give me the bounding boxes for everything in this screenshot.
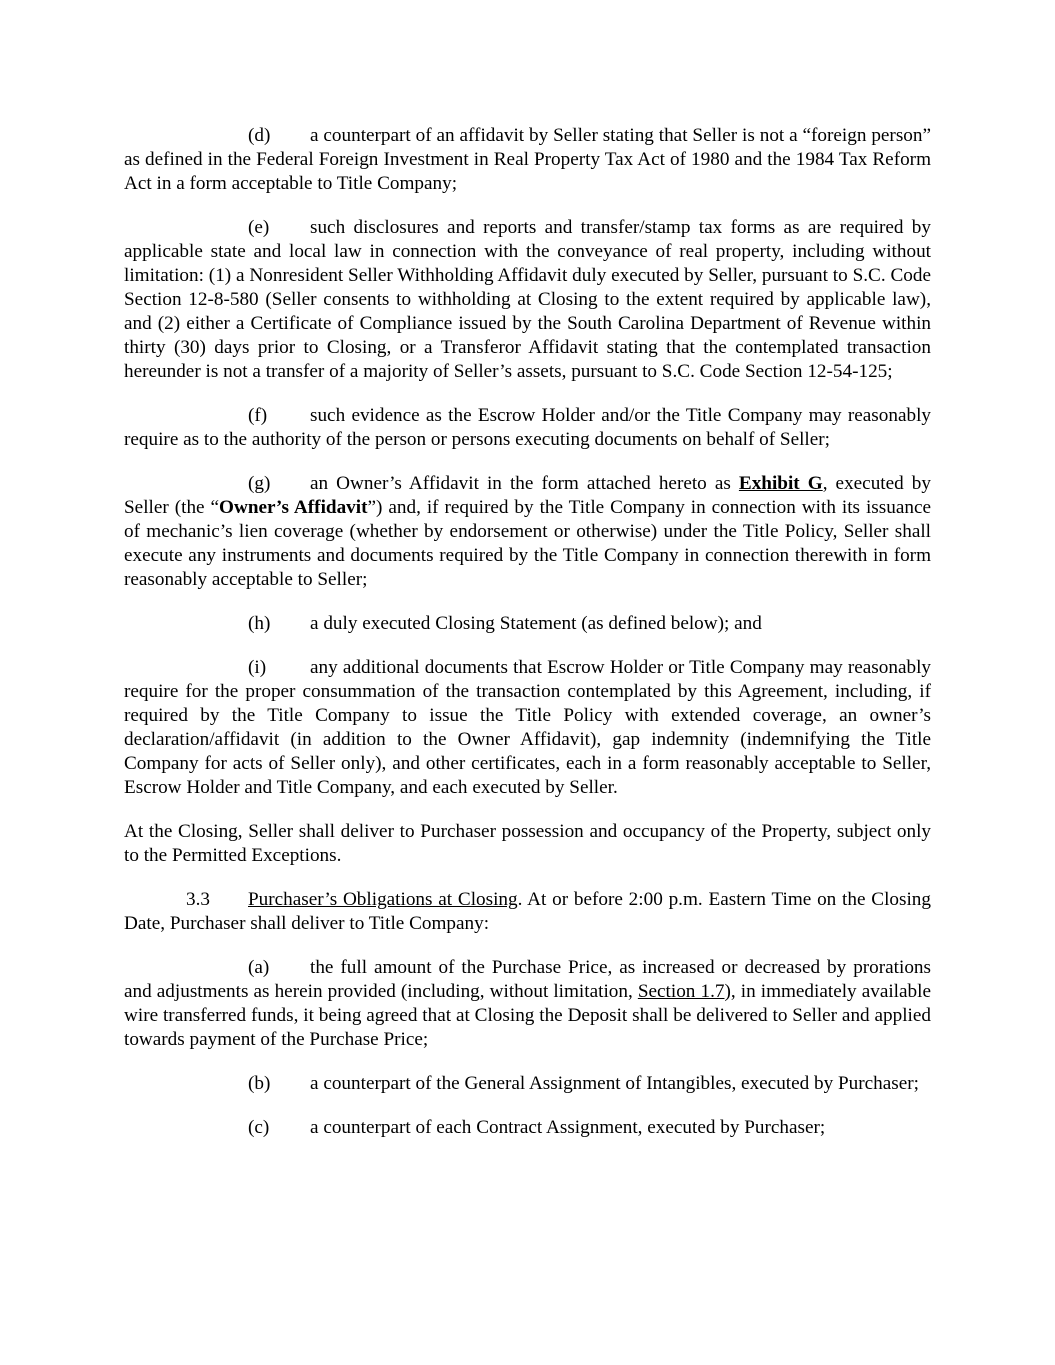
clause-text: , executed by Seller (the “ — [124, 473, 931, 518]
clause-text: a counterpart of an affidavit by Seller stating that Seller is not a “foreign person” as defined in the Federal Foreign Investment in Real Property Tax Act of 1980 and the 1984 Tax Reform Act in a form acceptable to Title Company; — [124, 125, 931, 194]
clause-label: (h) — [248, 613, 271, 634]
clause-label: (a) — [248, 957, 270, 978]
clause-text: a duly executed Closing Statement (as defined below); and — [310, 613, 762, 634]
clause-label: (c) — [248, 1117, 270, 1138]
clause-label: (e) — [248, 217, 270, 238]
section-text: . At or before 2:00 p.m. Eastern Time on the Closing Date, Purchaser shall deliver to Title Company: — [124, 889, 931, 934]
clause-d — [124, 124, 931, 196]
clause-text: a counterpart of the General Assignment of Intangibles, executed by Purchaser; — [310, 1073, 919, 1094]
clause-label: (i) — [248, 657, 267, 678]
document-page — [124, 124, 931, 1160]
clause-text: ), in immediately available wire transferred funds, it being agreed that at Closing the Deposit shall be delivered to Seller and applied towards payment of the Purchase Price; — [124, 981, 931, 1050]
clause-text: any additional documents that Escrow Holder or Title Company may reasonably require for the proper consummation of the transaction contemplated by this Agreement, including, if required by the Title Company to issue the Title Policy with extended coverage, an owner’s declaration/affidavit (in addition to the Owner Affidavit), gap indemnity (indemnifying the Title Company for acts of Seller only), and other certificates, each in a form reasonably acceptable to Seller, Escrow Holder and Title Company, and each executed by Seller. — [124, 657, 931, 798]
clause-text: an Owner’s Affidavit in the form attached hereto as — [310, 473, 739, 494]
clause-text: a counterpart of each Contract Assignment, executed by Purchaser; — [310, 1117, 826, 1138]
closing-possession-paragraph: At the Closing, Seller shall deliver to Purchaser possession and occupancy of the Property, subject only to the Permitted Exceptions. — [124, 821, 931, 866]
defined-term: Owner’s Affidavit — [219, 497, 368, 518]
clause-f — [124, 404, 931, 452]
clause-text: such evidence as the Escrow Holder and/or the Title Company may reasonably require as to the authority of the person or persons executing documents on behalf of Seller; — [124, 405, 931, 450]
clause-label: (d) — [248, 125, 271, 146]
section-heading: Purchaser’s Obligations at Closing — [248, 889, 518, 910]
section-reference: Section 1.7 — [637, 981, 725, 1002]
section-number: 3.3 — [186, 889, 210, 910]
clause-h — [124, 612, 931, 636]
exhibit-reference: Exhibit G — [738, 473, 823, 494]
clause-i — [124, 656, 931, 800]
clause-label: (b) — [248, 1073, 271, 1094]
clause-text: such disclosures and reports and transfer/stamp tax forms as are required by applicable state and local law in connection with the conveyance of real property, including without limitation: (1) a Nonresident Seller Withholding Affidavit duly executed by Seller, pursuant to S.C. Code Section 12-8-580 (Seller consents to withholding at Closing to the extent required by applicable law), and (2) either a Certificate of Compliance issued by the South Carolina Department of Revenue within thirty (30) days prior to Closing, or a Transferor Affidavit stating that the contemplated transaction hereunder is not a transfer of a majority of Seller’s assets, pursuant to S.C. Code Section 12-54-125; — [124, 217, 931, 382]
clause-text: the full amount of the Purchase Price, as increased or decreased by prorations and adjustments as herein provided (including, without limitation, — [124, 957, 931, 1002]
clause-b — [124, 1072, 931, 1096]
clause-label: (g) — [248, 473, 271, 494]
clause-text: ”) and, if required by the Title Company in connection with its issuance of mechanic’s lien coverage (whether by endorsement or otherwise) under the Title Policy, Seller shall execute any instruments and documents required by the Title Company in connection therewith in form reasonably acceptable to Seller; — [124, 497, 931, 590]
section-3-3 — [124, 888, 931, 936]
clause-label: (f) — [248, 405, 268, 426]
clause-a — [124, 956, 931, 1052]
clause-e — [124, 216, 931, 384]
clause-c — [124, 1116, 931, 1140]
clause-g — [124, 472, 931, 592]
